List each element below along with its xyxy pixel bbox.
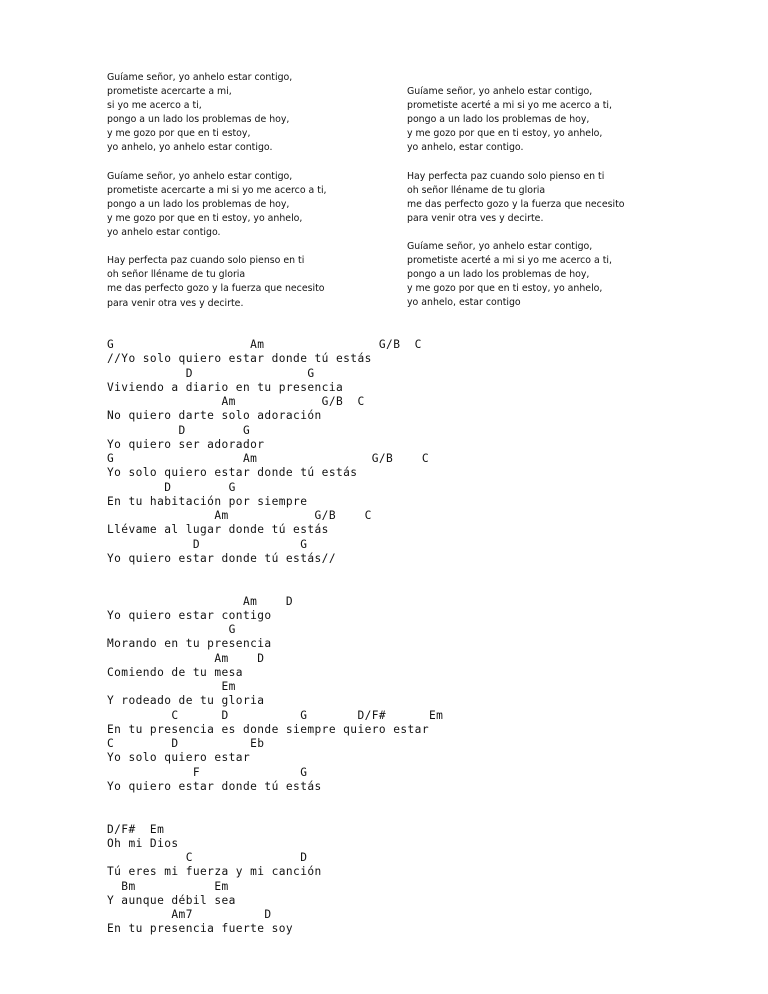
- lyric-line: pongo a un lado los problemas de hoy,: [107, 198, 290, 210]
- lyric-line: Yo quiero estar donde tú estás: [107, 779, 322, 793]
- lyric-line: me das perfecto gozo y la fuerza que necesito: [107, 283, 325, 295]
- lyric-line: Guíame señor, yo anhelo estar contigo,: [107, 170, 293, 182]
- blank-line: [107, 566, 443, 580]
- chord-line: F G: [107, 765, 308, 779]
- lyric-line: Guíame señor, yo anhelo estar contigo,: [407, 86, 593, 97]
- lyric-line: yo anhelo estar contigo.: [107, 227, 221, 239]
- lyric-line: En tu presencia fuerte soy: [107, 922, 294, 936]
- chord-line: C D Eb: [107, 737, 265, 750]
- lyric-line: Comiendo de tu mesa: [107, 665, 243, 679]
- blank-line: [107, 580, 443, 594]
- lyrics-stanza: [407, 85, 625, 155]
- lyric-line: yo anhelo, estar contigo: [407, 297, 521, 309]
- lyric-line: oh señor lléname de tu gloria: [107, 269, 246, 281]
- blank-line: [107, 808, 443, 822]
- lyrics-stanza: [407, 170, 625, 226]
- lyric-line: Hay perfecta paz cuando solo pienso en ti: [407, 170, 605, 182]
- lyric-line: y me gozo por que en ti estoy, yo anhelo,: [107, 212, 303, 224]
- chord-line: G: [107, 623, 236, 636]
- lyrics-right-column: [407, 85, 625, 311]
- lyrics-left-column: [107, 71, 327, 311]
- chord-sheet: [107, 338, 443, 937]
- lyric-line: prometiste acercarte a mi,: [107, 86, 232, 98]
- lyric-line: y me gozo por que en ti estoy,: [107, 128, 251, 140]
- lyric-line: prometiste acercarte a mi si yo me acerco a ti,: [107, 184, 327, 196]
- lyric-line: Yo quiero estar donde tú estás//: [107, 551, 336, 565]
- chord-line: Bm Em: [107, 879, 229, 893]
- lyric-line: Y rodeado de tu gloria: [107, 694, 265, 708]
- lyric-line: yo anhelo, estar contigo.: [407, 142, 524, 154]
- lyric-line: Yo quiero estar contigo: [107, 608, 272, 622]
- chord-line: Am D: [107, 594, 294, 608]
- lyric-line: Guíame señor, yo anhelo estar contigo,: [107, 72, 293, 83]
- chord-line: Am D: [107, 651, 265, 665]
- chord-line: Em: [107, 680, 236, 693]
- lyric-line: pongo a un lado los problemas de hoy,: [407, 269, 590, 281]
- lyrics-stanza: [107, 71, 327, 156]
- lyric-line: Y aunque débil sea: [107, 893, 236, 907]
- lyric-line: oh señor lléname de tu gloria: [407, 184, 546, 196]
- lyric-line: Hay perfecta paz cuando solo pienso en ti: [107, 255, 305, 267]
- lyric-line: Oh mi Dios: [107, 836, 179, 850]
- lyric-line: En tu habitación por siempre: [107, 494, 308, 508]
- lyric-line: para venir otra ves y decirte.: [407, 212, 544, 224]
- lyric-line: Llévame al lugar donde tú estás: [107, 523, 329, 537]
- lyric-line: Yo solo quiero estar: [107, 751, 251, 765]
- lyric-line: Viviendo a diario en tu presencia: [107, 380, 344, 394]
- chord-line: C D: [107, 851, 308, 864]
- chord-line: Am G/B C: [107, 509, 372, 522]
- lyric-line: No quiero darte solo adoración: [107, 409, 322, 423]
- lyric-line: yo anhelo, yo anhelo estar contigo.: [107, 142, 273, 154]
- chord-line: D G: [107, 480, 236, 494]
- lyric-line: En tu presencia es donde siempre quiero estar: [107, 722, 429, 736]
- lyric-line: Guíame señor, yo anhelo estar contigo,: [407, 241, 593, 253]
- chord-line: D G: [107, 537, 308, 551]
- lyric-line: pongo a un lado los problemas de hoy,: [407, 114, 590, 126]
- lyrics-stanza: [107, 254, 327, 310]
- blank-line: [107, 794, 443, 808]
- lyric-line: si yo me acerco a ti,: [107, 100, 202, 112]
- lyric-line: para venir otra ves y decirte.: [107, 297, 244, 309]
- lyric-line: y me gozo por que en ti estoy, yo anhelo,: [407, 283, 603, 295]
- chord-line: G Am G/B C: [107, 452, 429, 465]
- chord-line: G Am G/B C: [107, 338, 422, 351]
- chord-line: C D G D/F# Em: [107, 708, 444, 722]
- chord-line: Am G/B C: [107, 395, 365, 408]
- lyric-line: prometiste acerté a mi si yo me acerco a ti,: [407, 100, 612, 112]
- lyric-line: //Yo solo quiero estar donde tú estás: [107, 352, 372, 366]
- lyric-line: Morando en tu presencia: [107, 637, 272, 651]
- lyrics-stanza: [407, 240, 625, 310]
- chord-line: D/F# Em: [107, 822, 165, 836]
- lyric-line: prometiste acerté a mi si yo me acerco a ti,: [407, 255, 612, 267]
- lyric-line: y me gozo por que en ti estoy, yo anhelo,: [407, 128, 603, 140]
- lyric-line: pongo a un lado los problemas de hoy,: [107, 114, 290, 126]
- lyrics-stanza: [107, 170, 327, 240]
- chord-line: Am7 D: [107, 908, 272, 921]
- chord-line: D G: [107, 366, 315, 380]
- lyric-line: me das perfecto gozo y la fuerza que necesito: [407, 198, 625, 210]
- lyric-line: Yo quiero ser adorador: [107, 437, 265, 451]
- lyric-line: Tú eres mi fuerza y mi canción: [107, 865, 322, 879]
- lyric-line: Yo solo quiero estar donde tú estás: [107, 466, 358, 480]
- chord-line: D G: [107, 423, 251, 437]
